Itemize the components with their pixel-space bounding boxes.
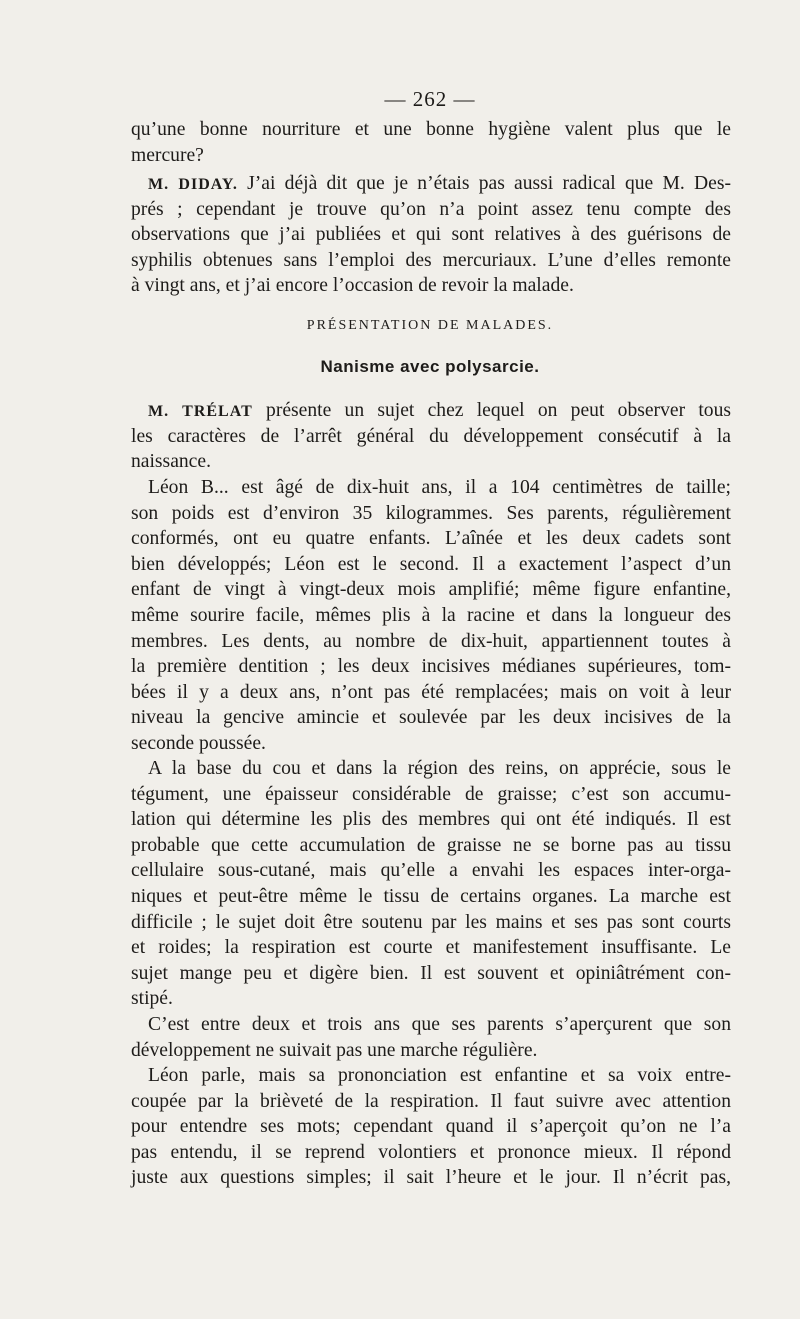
- text-line: sujet mange peu et digère bien. Il est souvent et opiniâtrément con-: [131, 962, 731, 984]
- text-line: [131, 171, 731, 197]
- text-line: [131, 398, 731, 424]
- speaker-name: M. DIDAY.: [148, 176, 238, 193]
- text-line: naissance.: [131, 451, 211, 473]
- section-heading: PRÉSENTATION DE MALADES.: [306, 318, 554, 333]
- text-line: tégument, une épaisseur considérable de graisse; c’est son accumu-: [131, 783, 731, 805]
- text-line: A la base du cou et dans la région des reins, on apprécie, sous le: [148, 758, 731, 779]
- text-line: mercure?: [131, 144, 204, 166]
- text-span: J’ai déjà dit que je n’étais pas aussi radical que M. Des-: [247, 173, 731, 194]
- page-number: — 262 —: [384, 87, 476, 111]
- text-line: pour entendre ses mots; cependant quand il s’aperçoit qu’on ne l’a: [131, 1116, 731, 1138]
- text-line: les caractères de l’arrêt général du développement consécutif à la: [131, 425, 731, 447]
- text-line: syphilis obtenues sans l’emploi des mercuriaux. L’une d’elles remonte: [131, 249, 731, 271]
- speaker-name: M. TRÉLAT: [148, 403, 253, 420]
- text-line: la première dentition ; les deux incisives médianes supérieures, tom-: [131, 656, 731, 678]
- text-line: observations que j’ai publiées et qui sont relatives à des guérisons de: [131, 224, 731, 246]
- text-line: à vingt ans, et j’ai encore l’occasion de revoir la malade.: [131, 275, 574, 297]
- paragraph-parents: [131, 1012, 731, 1063]
- text-line: niques et peut-être même le tissu de certains organes. La marche est: [131, 885, 731, 907]
- paragraph-trelat: [131, 398, 731, 475]
- paragraph-diday: [131, 171, 731, 299]
- text-line: stipé.: [131, 988, 173, 1010]
- text-line: son poids est d’environ 35 kilogrammes. Ses parents, régulièrement: [131, 502, 731, 524]
- text-line: C’est entre deux et trois ans que ses parents s’aperçurent que son: [148, 1014, 731, 1035]
- text-span: présente un sujet chez lequel on peut observer tous: [266, 400, 732, 421]
- text-line: probable que cette accumulation de graisse ne se borne pas au tissu: [131, 834, 731, 856]
- text-line: Léon parle, mais sa prononciation est enfantine et sa voix entre-: [148, 1065, 731, 1086]
- paragraph-description: [131, 475, 731, 757]
- paragraph-speech: [131, 1063, 731, 1191]
- text-line: et roides; la respiration est courte et manifestement insuffisante. Le: [131, 937, 731, 959]
- text-line: prés ; cependant je trouve qu’on n’a point assez tenu compte des: [131, 198, 731, 220]
- paragraph-fat: [131, 756, 731, 1012]
- text-line: même sourire facile, mêmes plis à la racine et dans la longueur des: [131, 604, 731, 626]
- text-line: niveau la gencive amincie et soulevée par les deux incisives de la: [131, 707, 731, 729]
- text-line: membres. Les dents, au nombre de dix-huit, appartiennent toutes à: [131, 630, 731, 652]
- text-line: conformés, ont eu quatre enfants. L’aînée et les deux cadets sont: [131, 528, 731, 550]
- text-line: seconde poussée.: [131, 732, 266, 754]
- text-line: Léon B... est âgé de dix-huit ans, il a 104 centimètres de taille;: [148, 477, 731, 498]
- text-line: qu’une bonne nourriture et une bonne hygiène valent plus que le: [131, 119, 731, 140]
- text-line: coupée par la brièveté de la respiration. Il faut suivre avec attention: [131, 1090, 731, 1112]
- text-line: bien développés; Léon est le second. Il a exactement l’aspect d’un: [131, 553, 731, 575]
- paragraph-continuation: [131, 117, 731, 168]
- text-line: pas entendu, il se reprend volontiers et prononce mieux. Il répond: [131, 1141, 731, 1163]
- text-line: cellulaire sous-cutané, mais qu’elle a envahi les espaces inter-orga-: [131, 860, 731, 882]
- text-line: lation qui détermine les plis des membres qui ont été indiqués. Il est: [131, 809, 731, 831]
- text-line: difficile ; le sujet doit être soutenu par les mains et ses pas sont courts: [131, 911, 731, 933]
- text-line: développement ne suivait pas une marche régulière.: [131, 1039, 538, 1061]
- text-line: juste aux questions simples; il sait l’heure et le jour. Il n’écrit pas,: [131, 1167, 731, 1189]
- text-line: bées il y a deux ans, n’ont pas été remplacées; mais on voit à leur: [131, 681, 731, 703]
- subheading: Nanisme avec polysarcie.: [320, 357, 540, 376]
- text-line: enfant de vingt à vingt-deux mois amplifié; même figure enfantine,: [131, 579, 731, 601]
